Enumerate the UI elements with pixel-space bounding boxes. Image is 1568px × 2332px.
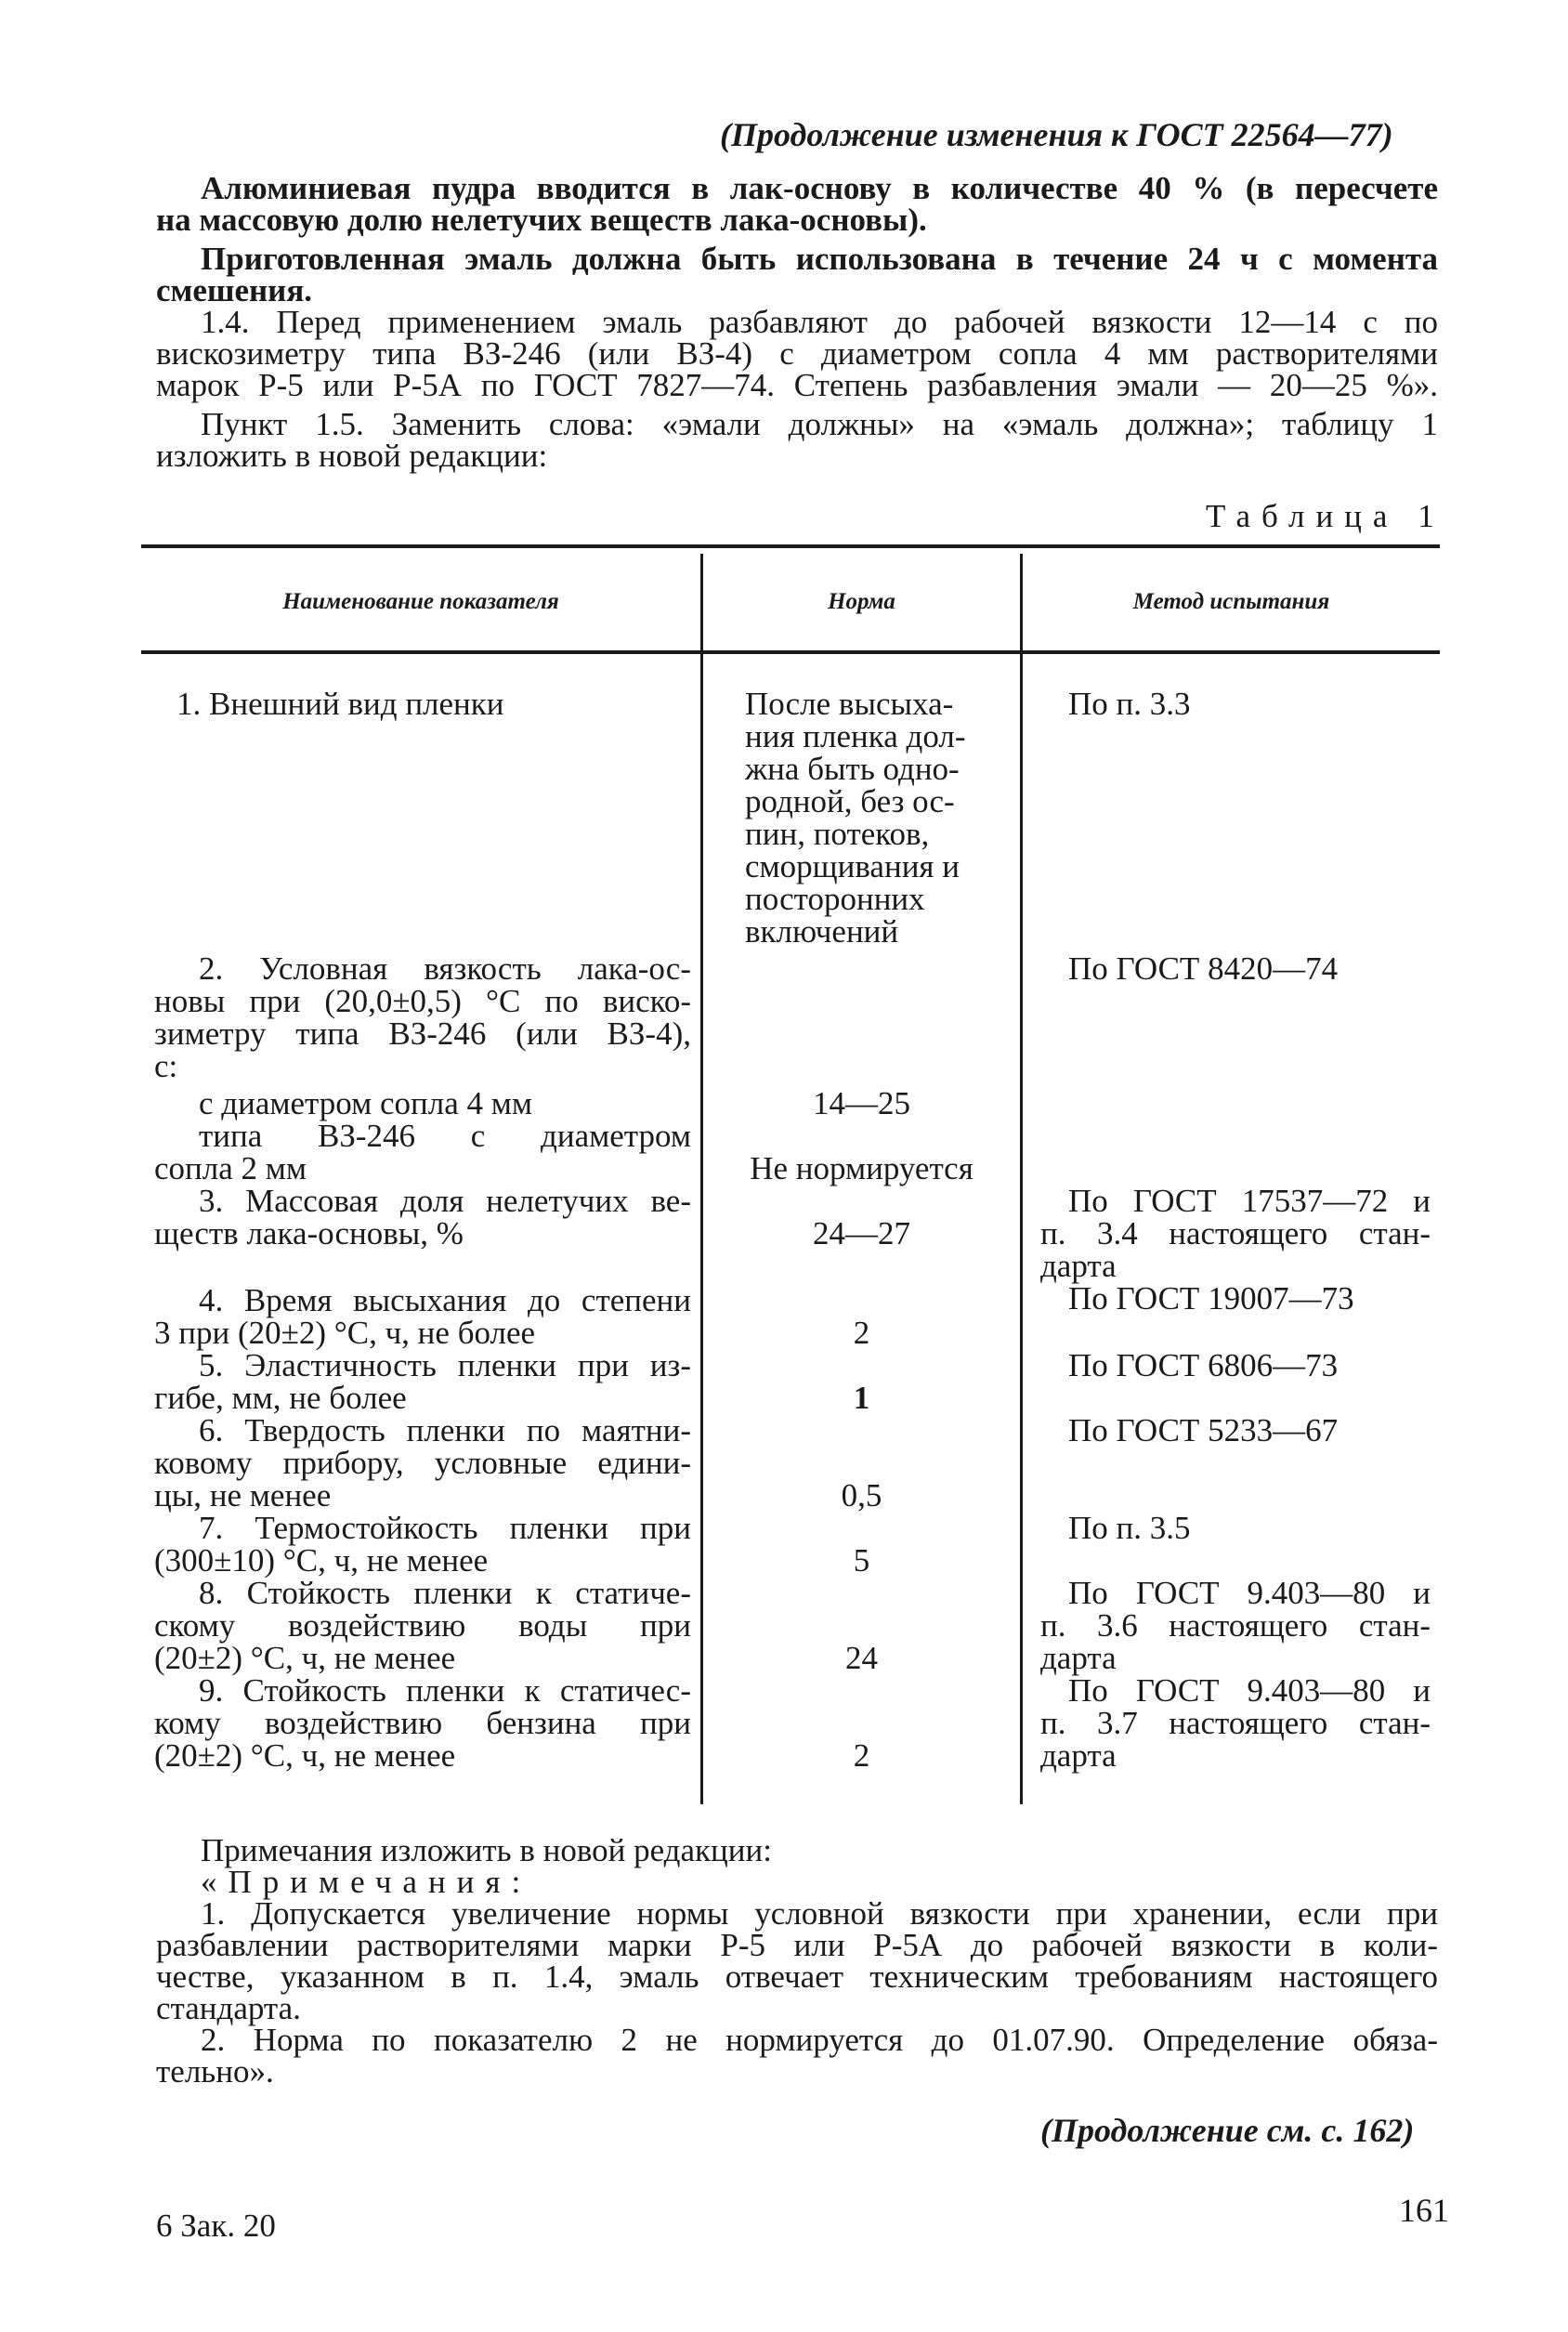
cell-line: 7. Термостойкость пленки при xyxy=(199,1510,691,1546)
cell-line: п. 3.6 настоящего стан- xyxy=(1040,1607,1431,1644)
table-row-6-norm xyxy=(703,1479,1020,1512)
cell-line: По п. 3.3 xyxy=(1068,686,1191,722)
text-line: Алюминиевая пудра вводится в лак-основу в количестве 40 % (в пересчете xyxy=(201,170,1438,206)
table-row-3-method xyxy=(1040,1185,1431,1282)
cell-line: 24—27 xyxy=(813,1215,910,1251)
text-line: Пункт 1.5. Заменить слова: «эмали должны» на «эмаль должна»; таблицу 1 xyxy=(201,406,1438,442)
table-row-6-method xyxy=(1068,1414,1431,1447)
table-row-1-norm xyxy=(745,688,1005,948)
table-row-4-name xyxy=(154,1284,691,1349)
table-row-9-name xyxy=(154,1674,691,1772)
cell-line: дарта xyxy=(1040,1248,1117,1284)
table-row-5-name xyxy=(154,1349,691,1414)
column-divider-2 xyxy=(1020,554,1023,1804)
table-row-7-norm xyxy=(703,1544,1020,1577)
cell-line: пин, потеков, xyxy=(745,816,930,852)
cell-line: 24 xyxy=(845,1640,878,1676)
cell-line: сопла 2 мм xyxy=(154,1150,307,1186)
table-row-7-name xyxy=(154,1512,691,1577)
cell-line: 0,5 xyxy=(841,1477,882,1513)
table-row-3-name xyxy=(154,1185,691,1250)
cell-line: 5. Эластичность пленки при из- xyxy=(199,1347,691,1383)
table-row-7-method xyxy=(1068,1512,1431,1544)
table-row-8-method xyxy=(1040,1577,1431,1674)
text-line: разбавлении растворителями марки Р-5 или Р-5А до рабочей вязкости в коли- xyxy=(156,1927,1438,1963)
cell-line: скому воздействию воды при xyxy=(154,1607,691,1644)
cell-line: (20±2) °С, ч, не менее xyxy=(154,1737,456,1774)
cell-line: новы при (20,0±0,5) °С по виско- xyxy=(154,983,691,1019)
cell-line: зиметру типа ВЗ-246 (или ВЗ-4), xyxy=(154,1015,691,1052)
order-number: 6 Зак. 20 xyxy=(156,2208,276,2244)
cell-line: (20±2) °С, ч, не менее xyxy=(154,1640,456,1676)
cell-line: п. 3.7 настоящего стан- xyxy=(1040,1705,1431,1741)
cell-line: дарта xyxy=(1040,1737,1117,1774)
cell-line: 2. Условная вязкость лака-ос- xyxy=(199,950,691,987)
cell-line: (300±10) °С, ч, не менее xyxy=(154,1542,489,1579)
text-line: стандарта. xyxy=(156,1990,301,2026)
text-line: смешения. xyxy=(156,272,313,308)
cell-line: После высыха- xyxy=(745,686,954,722)
column-header-name: Наименование показателя xyxy=(282,589,559,614)
cell-line: 9. Стойкость пленки к статичес- xyxy=(199,1672,691,1709)
page-number: 161 xyxy=(1399,2192,1449,2229)
intro-paragraph-1 xyxy=(156,170,1438,238)
table-row-2b-norm xyxy=(703,1152,1020,1185)
text-line: марок Р-5 или Р-5А по ГОСТ 7827—74. Степень разбавления эмали — 20—25 %». xyxy=(156,367,1438,403)
table-row-2-name xyxy=(154,952,691,1082)
text-line: 1.4. Перед применением эмаль разбавляют до рабочей вязкости 12—14 с по xyxy=(201,304,1438,340)
cell-line: 2 xyxy=(853,1315,870,1351)
table-row-3-norm xyxy=(703,1217,1020,1250)
text-line: изложить в новой редакции: xyxy=(156,438,548,474)
table-row-8-name xyxy=(154,1577,691,1674)
table-row-4-method xyxy=(1068,1282,1431,1315)
cell-line: По ГОСТ 9.403—80 и xyxy=(1068,1575,1431,1611)
table-row-2a-name xyxy=(199,1087,682,1120)
header-continuation: (Продолжение изменения к ГОСТ 22564—77) xyxy=(720,116,1393,153)
cell-line: гибе, мм, не более xyxy=(154,1380,407,1416)
intro-paragraph-4 xyxy=(156,406,1438,474)
table-row-2b-name xyxy=(154,1120,691,1185)
cell-line: 6. Твердость пленки по маятни- xyxy=(199,1412,691,1448)
table-row-8-norm xyxy=(703,1642,1020,1674)
table-caption: Таблица 1 xyxy=(1206,498,1445,534)
cell-line: По ГОСТ 6806—73 xyxy=(1068,1347,1339,1383)
table-row-6-name xyxy=(154,1414,691,1512)
column-header-method: Метод испытания xyxy=(1132,589,1330,614)
cell-line: дарта xyxy=(1040,1640,1117,1676)
cell-line: 5 xyxy=(853,1542,870,1579)
cell-line: типа ВЗ-246 с диаметром xyxy=(199,1118,691,1154)
cell-line: цы, не менее xyxy=(154,1477,332,1513)
cell-line: посторонних xyxy=(745,881,925,917)
table-top-rule xyxy=(141,544,1440,548)
cell-line: По ГОСТ 8420—74 xyxy=(1068,950,1339,987)
cell-line: с: xyxy=(154,1048,178,1084)
cell-line: родной, без ос- xyxy=(745,783,955,819)
cell-line: 8. Стойкость пленки к статиче- xyxy=(199,1575,691,1611)
cell-line: сморщивания и xyxy=(745,848,960,884)
cell-line: 4. Время высыхания до степени xyxy=(199,1282,691,1318)
table-row-2-method xyxy=(1068,952,1431,985)
cell-line: По ГОСТ 19007—73 xyxy=(1068,1280,1354,1317)
table-header-rule xyxy=(141,650,1440,654)
table-row-9-norm xyxy=(703,1739,1020,1772)
table-row-9-method xyxy=(1040,1674,1431,1772)
text-line: 1. Допускается увеличение нормы условной вязкости при хранении, если при xyxy=(201,1895,1438,1932)
cell-line: 3 при (20±2) °С, ч, не более xyxy=(154,1315,536,1351)
cell-line: включений xyxy=(745,913,899,950)
footer-continuation: (Продолжение см. с. 162) xyxy=(1040,2112,1415,2149)
cell-line: жна быть одно- xyxy=(745,751,960,787)
column-header-norm: Норма xyxy=(828,589,895,614)
cell-line: 1. Внешний вид пленки xyxy=(176,686,504,722)
notes-intro: Примечания изложить в новой редакции: xyxy=(201,1832,772,1868)
cell-line: ществ лака-основы, % xyxy=(154,1215,464,1251)
text-line: тельно». xyxy=(156,2053,274,2090)
table-row-5-norm xyxy=(703,1382,1020,1414)
table-row-2a-norm xyxy=(703,1087,1020,1120)
cell-line: ковому прибору, условные едини- xyxy=(154,1445,691,1481)
intro-paragraph-3 xyxy=(156,304,1438,403)
cell-line: кому воздействию бензина при xyxy=(154,1705,691,1741)
table-row-1-method xyxy=(1068,688,1431,720)
cell-line: с диаметром сопла 4 мм xyxy=(199,1085,533,1121)
table-row-5-method xyxy=(1068,1349,1431,1382)
notes-block xyxy=(156,1832,1438,2090)
table-row-4-norm xyxy=(703,1317,1020,1349)
cell-line: 1 xyxy=(853,1380,870,1416)
text-line: Приготовленная эмаль должна быть использована в течение 24 ч с момента xyxy=(201,241,1438,277)
cell-line: По ГОСТ 9.403—80 и xyxy=(1068,1672,1431,1709)
cell-line: По ГОСТ 17537—72 и xyxy=(1068,1183,1431,1219)
text-line: на массовую долю нелетучих веществ лака-основы). xyxy=(156,202,927,238)
cell-line: 14—25 xyxy=(813,1085,910,1121)
text-line: честве, указанном в п. 1.4, эмаль отвечает техническим требованиям настоящего xyxy=(156,1959,1438,1995)
cell-line: Не нормируется xyxy=(750,1150,973,1186)
intro-paragraph-2 xyxy=(156,243,1438,307)
table-row-1-name xyxy=(176,688,684,720)
cell-line: 2 xyxy=(853,1737,870,1774)
notes-heading: «Примечания: xyxy=(201,1864,532,1900)
text-line: 2. Норма по показателю 2 не нормируется до 01.07.90. Определение обяза- xyxy=(201,2022,1438,2058)
cell-line: 3. Массовая доля нелетучих ве- xyxy=(199,1183,691,1219)
cell-line: ния пленка дол- xyxy=(745,718,966,754)
cell-line: По п. 3.5 xyxy=(1068,1510,1191,1546)
cell-line: По ГОСТ 5233—67 xyxy=(1068,1412,1339,1448)
cell-line: п. 3.4 настоящего стан- xyxy=(1040,1215,1431,1251)
text-line: вискозиметру типа ВЗ-246 (или ВЗ-4) с диаметром сопла 4 мм растворителями xyxy=(156,335,1438,372)
